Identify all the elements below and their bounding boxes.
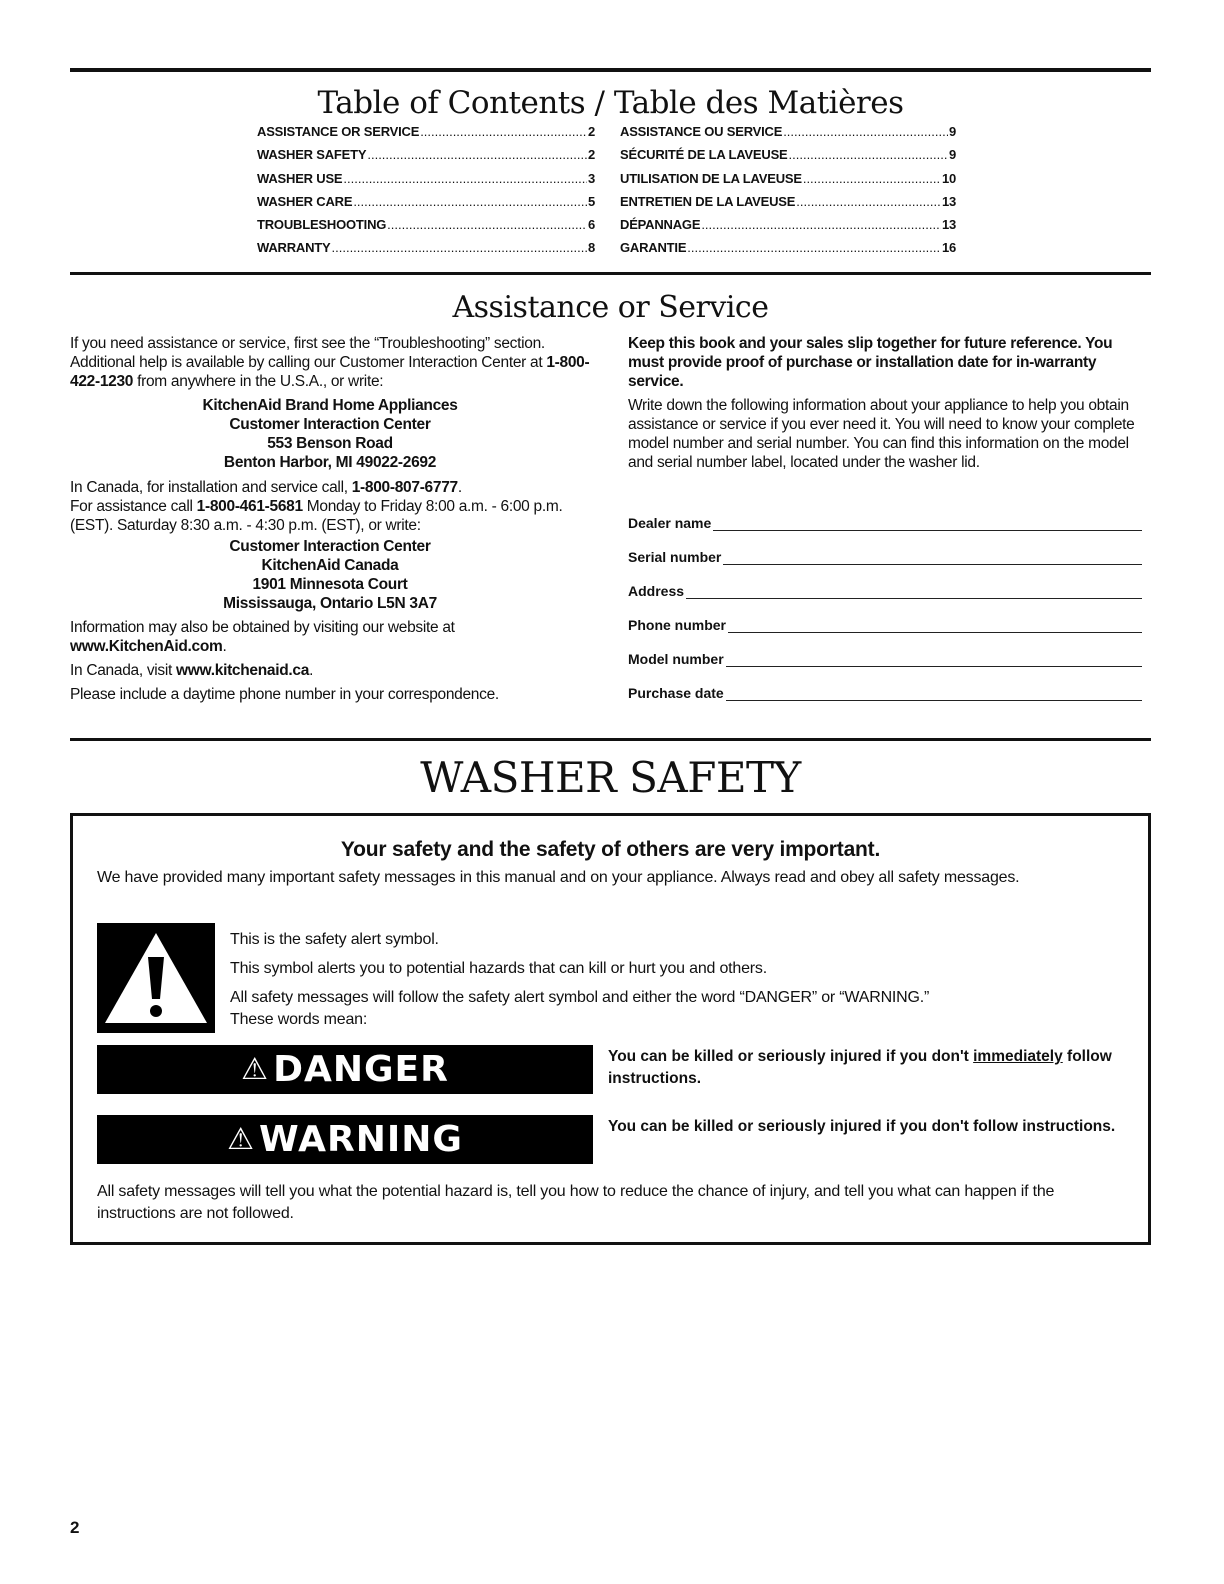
serial-number-field[interactable]: Serial number: [628, 545, 1142, 565]
warning-description: You can be killed or seriously injured if you don't follow instructions.: [608, 1118, 1116, 1135]
safety-title: WASHER SAFETY: [420, 753, 801, 802]
safety-closing: All safety messages will tell you what the potential hazard is, tell you how to reduce the chance of injury, and tell you what can happen if the instructions are not followed.: [97, 1183, 1055, 1222]
canada-install-phone[interactable]: 1-800-807-6777: [351, 479, 458, 496]
warning-triangle-icon: ⚠: [241, 1052, 270, 1087]
toc-entry[interactable]: WARRANTY ..... 8: [257, 240, 595, 263]
canada-address: Customer Interaction Center KitchenAid Canada 1901 Minnesota Court Mississauga, Ontario L5N 3A7: [223, 538, 437, 612]
safety-box: [70, 813, 1151, 1245]
symbol-text-1: This is the safety alert symbol.: [230, 931, 439, 948]
canada-website-link[interactable]: www.kitchenaid.ca: [176, 662, 310, 679]
website-link[interactable]: www.KitchenAid.com: [70, 638, 223, 655]
assistance-right-column: [628, 334, 1150, 472]
toc-entry[interactable]: WASHER SAFETY ..... 2: [257, 147, 595, 170]
symbol-text-4: These words mean:: [230, 1011, 368, 1028]
canada-assist: For assistance call 1-800-461-5681 Monday to Friday 8:00 a.m. - 6:00 p.m. (EST). Saturday 8:30 a.m. - 4:30 p.m. (EST), or write:: [70, 498, 563, 534]
toc-entry[interactable]: ASSISTANCE OR SERVICE ..... 2: [257, 124, 595, 147]
assistance-left-column: [70, 334, 590, 704]
website-info: Information may also be obtained by visiting our website at www.KitchenAid.com.: [70, 619, 455, 655]
canada-website: In Canada, visit www.kitchenaid.ca.: [70, 662, 314, 679]
warning-signal: ⚠ WARNING: [97, 1115, 593, 1164]
symbol-text-2: This symbol alerts you to potential hazards that can kill or hurt you and others.: [230, 960, 767, 977]
us-phone[interactable]: 1-800-422-1230: [70, 354, 590, 390]
danger-signal: ⚠ DANGER: [97, 1045, 593, 1094]
us-address: KitchenAid Brand Home Appliances Customer Interaction Center 553 Benson Road Benton Harbor, MI 49022-2692: [202, 397, 458, 471]
warning-triangle-icon: ⚠: [227, 1122, 256, 1157]
danger-description: You can be killed or seriously injured if you don't immediately follow instructions.: [608, 1048, 1112, 1087]
canada-install: In Canada, for installation and service call, 1-800-807-6777.: [70, 479, 462, 496]
canada-assist-phone[interactable]: 1-800-461-5681: [196, 498, 303, 515]
toc-bottom-rule: [70, 272, 1151, 275]
dealer-name-field[interactable]: Dealer name: [628, 511, 1142, 531]
toc-entry[interactable]: TROUBLESHOOTING ..... 6: [257, 217, 595, 240]
symbol-text-3: All safety messages will follow the safety alert symbol and either the word “DANGER” or “WARNING.”: [230, 989, 930, 1006]
toc-entry[interactable]: UTILISATION DE LA LAVEUSE ..... 10: [620, 171, 956, 194]
keep-book-note: Keep this book and your sales slip together for future reference. You must provide proof of purchase or installation date for in-warranty service.: [628, 335, 1113, 390]
toc-entry[interactable]: WASHER USE ..... 3: [257, 171, 595, 194]
assistance-intro: If you need assistance or service, first see the “Troubleshooting” section. Additional help is available by calling our Customer Interaction Center at 1-800-422-1230 from anywhere in the U.S.A., or write:: [70, 335, 590, 390]
safety-heading: Your safety and the safety of others are very important.: [340, 838, 881, 861]
safety-intro: We have provided many important safety messages in this manual and on your appliance. Always read and obey all safety messages.: [97, 869, 1020, 886]
purchase-date-field[interactable]: Purchase date: [628, 681, 1142, 701]
write-down-note: Write down the following information about your appliance to help you obtain assistance or service if you ever need it. You will need to know your complete model number and serial number. You can find this information on the model and serial number label, located under the washer lid.: [628, 397, 1135, 471]
phone-number-field[interactable]: Phone number: [628, 613, 1142, 633]
toc-entry[interactable]: DÉPANNAGE ..... 13: [620, 217, 956, 240]
toc-entry[interactable]: ENTRETIEN DE LA LAVEUSE ..... 13: [620, 194, 956, 217]
safety-alert-icon: [97, 923, 215, 1033]
safety-top-rule: [70, 738, 1151, 741]
address-field[interactable]: Address: [628, 579, 1142, 599]
model-number-field[interactable]: Model number: [628, 647, 1142, 667]
toc-entry[interactable]: WASHER CARE ..... 5: [257, 194, 595, 217]
toc-left-column: [257, 124, 595, 264]
top-rule: [70, 68, 1151, 72]
toc-entry[interactable]: ASSISTANCE OU SERVICE ..... 9: [620, 124, 956, 147]
toc-right-column: [620, 124, 956, 264]
toc-title: Table of Contents / Table des Matières: [317, 85, 904, 121]
assistance-title: Assistance or Service: [452, 290, 769, 325]
toc-entry[interactable]: GARANTIE ..... 16: [620, 240, 956, 263]
toc-entry[interactable]: SÉCURITÉ DE LA LAVEUSE ..... 9: [620, 147, 956, 170]
page-number: 2: [70, 1518, 80, 1537]
daytime-note: Please include a daytime phone number in your correspondence.: [70, 686, 499, 703]
